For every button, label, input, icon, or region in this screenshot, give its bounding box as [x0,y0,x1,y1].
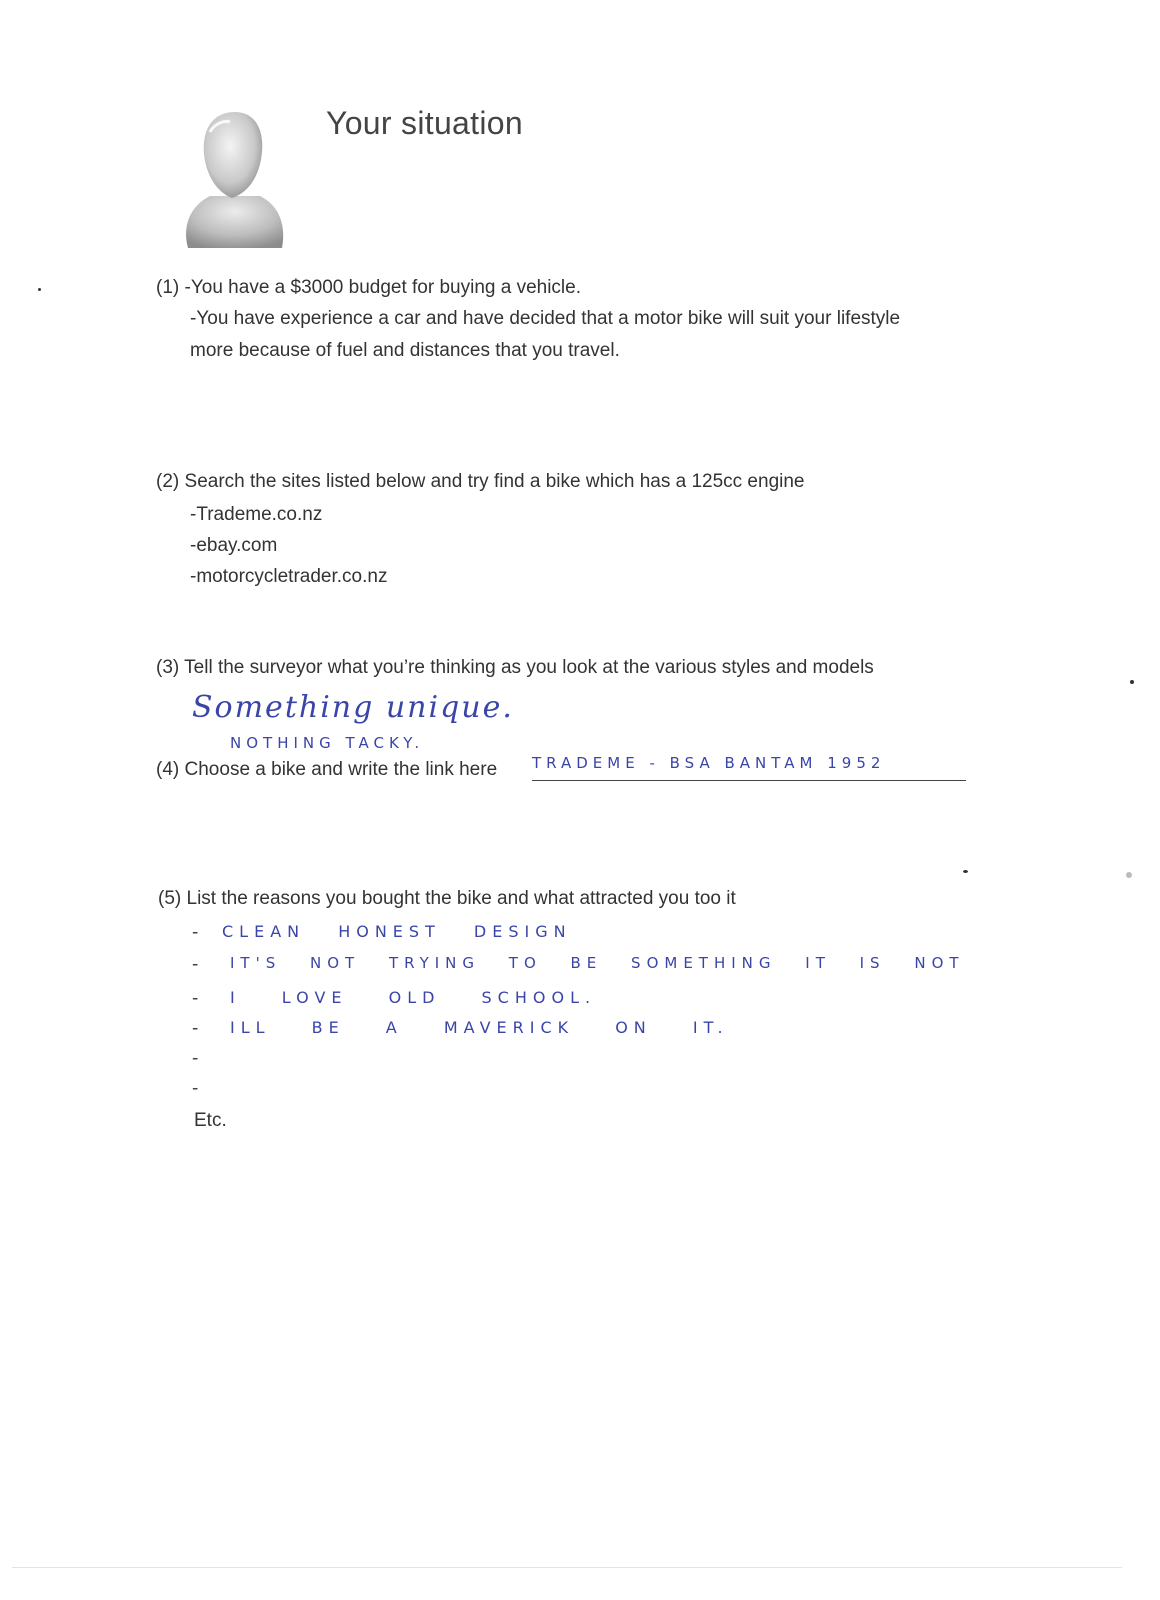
section-5-prompt-text: List the reasons you bought the bike and what attracted you too it [186,888,736,909]
scan-speck [1130,680,1134,684]
scan-speck [1126,872,1132,878]
reason-item: I LOVE OLD SCHOOL. [230,988,597,1007]
scan-speck [38,288,41,291]
page-edge-line [12,1567,1122,1568]
reason-item: CLEAN HONEST DESIGN [222,922,572,941]
reason-bullet: - [192,988,199,1009]
handwritten-thought-1: Something unique. [192,690,514,725]
reason-bullet: - [192,1018,199,1039]
section-1-line-3: more because of fuel and distances that you travel. [190,340,620,361]
section-3-prompt-text: Tell the surveyor what you’re thinking as you look at the various styles and models [184,657,874,678]
reason-bullet: - [192,1048,199,1069]
reason-item: ILL BE A MAVERICK ON IT. [230,1018,729,1037]
section-2-prompt-text: Search the sites listed below and try find a bike which has a 125cc engine [184,471,805,492]
section-3-prompt [156,656,874,680]
handwritten-link-answer: TRADEME - BSA BANTAM 1952 [532,754,886,772]
section-2-number: (2) [156,471,180,492]
site-item: -Trademe.co.nz [190,504,323,525]
person-silhouette-icon [180,108,290,252]
section-5-number: (5) [158,888,182,909]
section-4-number: (4) [156,759,180,780]
handwritten-thought-2: NOTHING TACKY. [230,734,425,752]
section-2-prompt [156,470,805,494]
scan-speck [963,870,968,873]
site-item: -ebay.com [190,535,278,556]
reason-item: IT'S NOT TRYING TO BE SOMETHING IT IS NOT [230,954,965,972]
section-1-line-1 [156,276,581,300]
section-1-number: (1) [156,277,180,298]
site-item: -motorcycletrader.co.nz [190,566,388,587]
section-4-prompt [156,758,497,782]
section-1-budget-text: -You have a $3000 budget for buying a vehicle. [184,277,582,298]
link-answer-line [532,754,966,781]
reason-bullet: - [192,954,199,975]
section-5-prompt [158,887,736,911]
page-title: Your situation [326,105,523,141]
reason-bullet: - [192,1078,199,1099]
section-1-line-2: -You have experience a car and have decided that a motor bike will suit your lifestyle [190,308,901,329]
section-4-prompt-text: Choose a bike and write the link here [184,759,498,780]
section-3-number: (3) [156,657,180,678]
etc-text: Etc. [194,1110,227,1131]
reason-bullet: - [192,922,199,943]
